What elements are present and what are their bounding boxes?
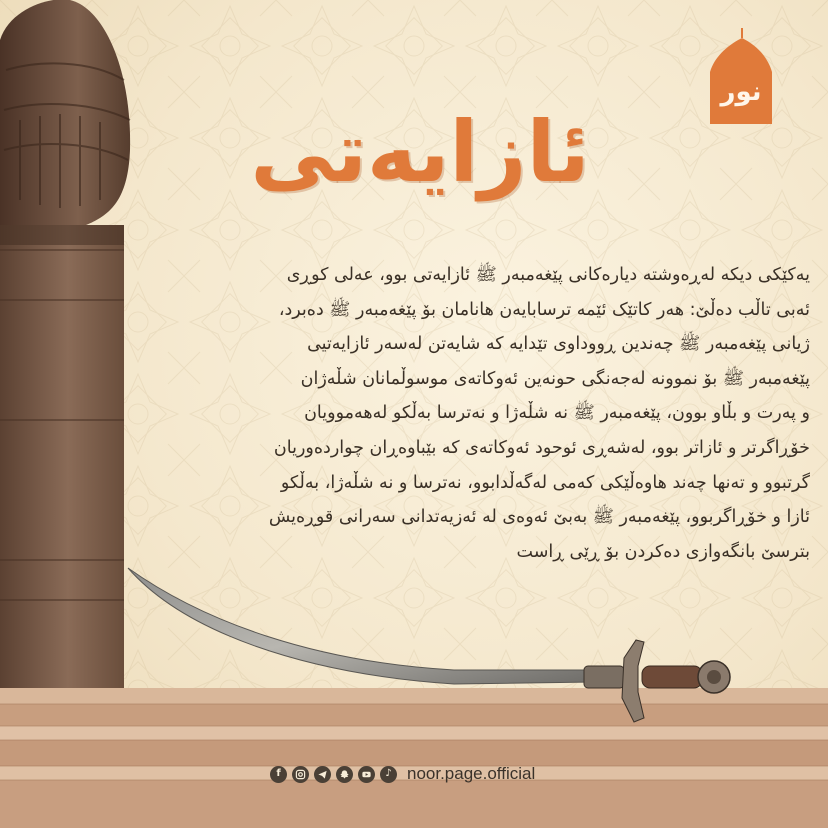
- body-line: ئەبی تاڵب دەڵێ: هەر کاتێک ئێمە ترسابایەن هانامان بۆ پێغەمبەر ﷺ دەبرد،: [278, 299, 810, 320]
- social-footer: [270, 762, 535, 786]
- minaret-illustration: [0, 0, 140, 720]
- body-line: ئازا و خۆڕاگربوو، پێغەمبەر ﷺ بەبێ ئەوەی لە ئەزیەتدانی سەرانی قوڕەیش: [268, 507, 810, 528]
- body-text: [120, 258, 810, 569]
- instagram-icon[interactable]: [292, 766, 309, 783]
- noor-logo: [706, 28, 776, 128]
- body-line: ژیانی پێغەمبەر ﷺ چەندین ڕووداوی تێدایە کە شایەتن لەسەر ئازایەتیی: [307, 334, 810, 355]
- body-line: خۆڕاگرتر و ئازاتر بوو، لەشەڕی ئوحود ئەوکاتەی کە بێباوەڕان چواردەوریان: [273, 437, 810, 458]
- body-line: یەکێکی دیکە لەڕەوشتە دیارەکانی پێغەمبەر ﷺ ئازایەتی بوو، عەلی کوڕی: [286, 265, 810, 285]
- body-line: و پەرت و بڵاو بوون، پێغەمبەر ﷺ نە شڵەژا و نەترسا بەڵکو لەهەموویان: [304, 403, 810, 424]
- tiktok-icon[interactable]: ♪: [380, 766, 397, 783]
- telegram-icon[interactable]: [314, 766, 331, 783]
- youtube-icon[interactable]: [358, 766, 375, 783]
- social-handle[interactable]: noor.page.official: [407, 764, 536, 783]
- body-line: پێغەمبەر ﷺ بۆ نموونە لەجەنگی حونەین ئەوکاتەی موسوڵمانان شڵەژان: [300, 368, 810, 389]
- body-line: بترسێ بانگەوازی دەکردن بۆ ڕێی ڕاست: [516, 541, 810, 562]
- sword-illustration: [124, 562, 734, 732]
- snapchat-icon[interactable]: [336, 766, 353, 783]
- facebook-icon[interactable]: f: [270, 766, 287, 783]
- page-title: ئازایەتی: [250, 103, 590, 201]
- svg-text:نور: نور: [720, 77, 762, 107]
- body-line: گرتبوو و تەنها چەند هاوەڵێکی کەمی لەگەڵدابوو، نەترسا و نە شڵەژا، بەڵکو: [280, 472, 810, 493]
